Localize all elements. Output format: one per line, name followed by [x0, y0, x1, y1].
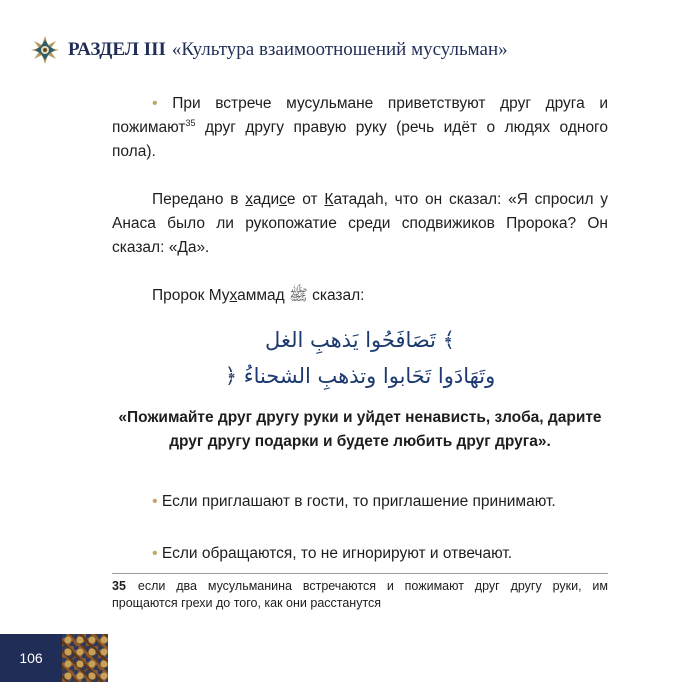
- bullet-icon: •: [152, 545, 158, 562]
- bullet-icon: •: [152, 95, 158, 112]
- p2-text: , что он сказал: «Я спросил у Анаса было ли рукопожатие среди сподвижиков Пророка? Он сказал: «Да».: [112, 191, 608, 256]
- bullet-text: Если приглашают в гости, то приглашение принимают.: [161, 493, 556, 510]
- p3-text: сказал:: [307, 287, 365, 304]
- arabic-hadith: [112, 322, 608, 394]
- section-title: «Культура взаимоотношений мусульман»: [171, 39, 508, 60]
- bullet-item-invitation: [112, 490, 608, 514]
- star-rosette-icon: [30, 35, 60, 65]
- p3-text: аммад: [237, 287, 290, 304]
- p3-text: Пророк Му: [152, 287, 230, 304]
- footnote-number: 35: [112, 579, 126, 593]
- page-number-box: [0, 634, 62, 682]
- footnote-divider: [112, 573, 608, 574]
- salawat-icon: ﷺ: [289, 287, 308, 304]
- paragraph-prophet-said: [112, 284, 608, 308]
- arabic-line-1: ﴾ تَصَافَحُوا يَذهبِ الغل: [265, 328, 455, 352]
- paragraph-handshake: [112, 92, 608, 164]
- hadith-translation: «Пожимайте друг другу руки и уйдет ненависть, злоба, дарите друг другу подарки и будете любить друг друга».: [118, 409, 602, 450]
- p1-start: При встрече мусульмане приветствуют друг друга и пожимают: [112, 95, 608, 136]
- bullet-item-response: [112, 542, 608, 566]
- footnote: [112, 578, 608, 612]
- p2-underlined: с: [279, 191, 287, 208]
- bullet-text: Если обращаются, то не игнорируют и отвечают.: [161, 545, 513, 562]
- bullet-icon: •: [152, 493, 158, 510]
- p2-underlined: К: [324, 191, 334, 208]
- page-number: 106: [19, 650, 43, 666]
- p2-text: ата: [333, 191, 358, 208]
- paragraph-hadith: [112, 188, 608, 260]
- p3-underlined: х: [229, 287, 238, 304]
- p2-text: аh: [366, 191, 384, 208]
- footnote-text: если два мусульманина встречаются и пожимают друг другу руки, им прощаются грехи до того, как они расстанутся: [112, 579, 608, 610]
- p2-text: Передано в: [152, 191, 246, 208]
- p2-underlined: х: [245, 191, 253, 208]
- arabic-line-2: وتَهَادَوا تَحَابوا وتذهبِ الشحناءُ ﴿: [224, 364, 496, 388]
- ornamental-pattern: [62, 634, 108, 682]
- page-header: [30, 34, 508, 66]
- p2-text: е от: [286, 191, 325, 208]
- p1-end: друг другу правую руку (речь идёт о людях одного пола).: [112, 119, 608, 160]
- page-body: [112, 92, 608, 566]
- p2-text: ади: [252, 191, 280, 208]
- p2-underlined: д: [357, 191, 367, 208]
- footnote-ref[interactable]: 35: [185, 117, 196, 128]
- section-number: РАЗДЕЛ III: [68, 39, 166, 60]
